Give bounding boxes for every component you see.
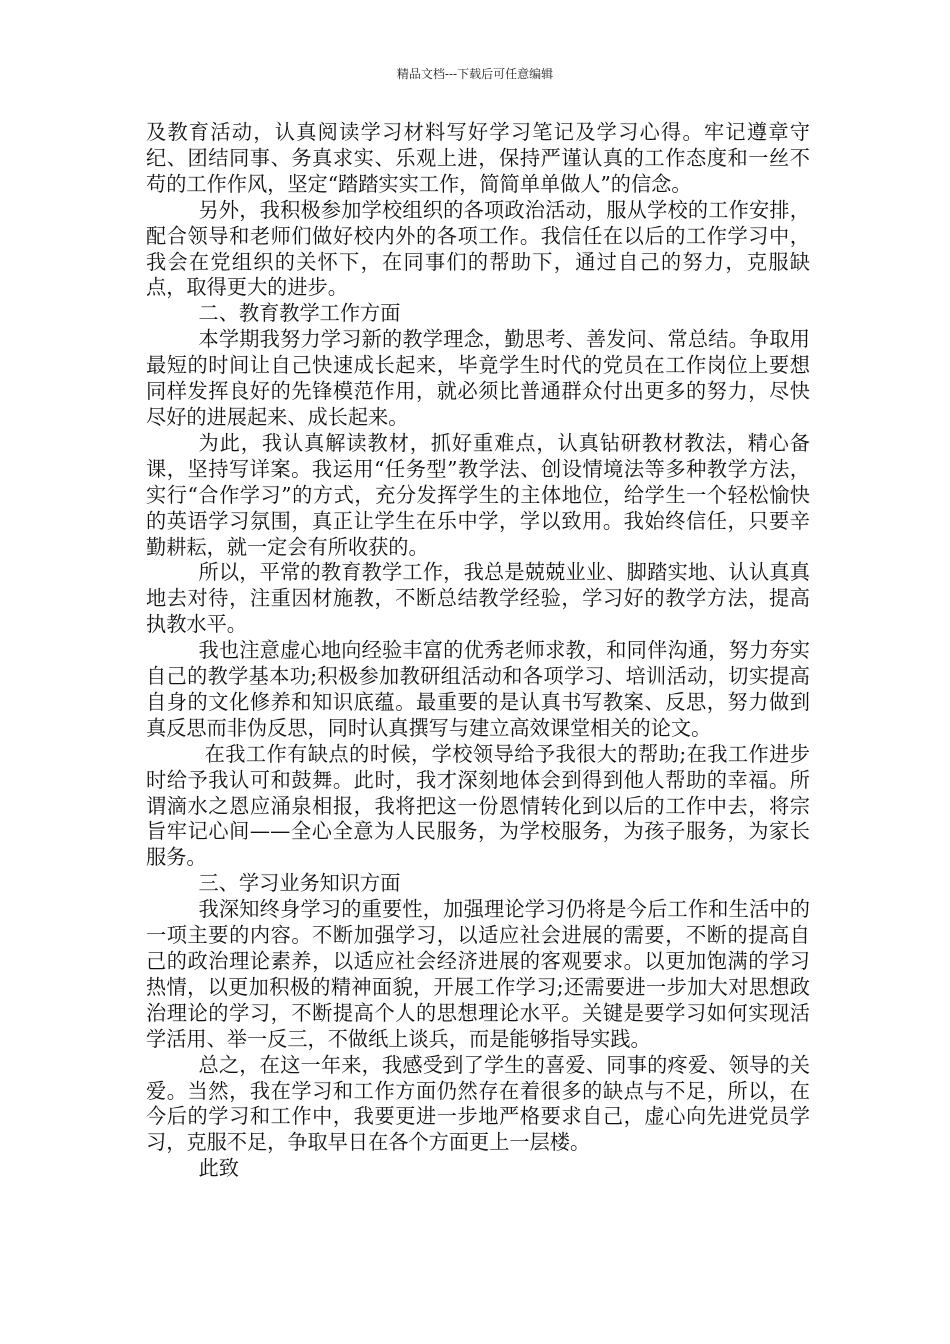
paragraph-3: 本学期我努力学习新的教学理念，勤思考、善发问、常总结。争取用最短的时间让自己快速成长起来，毕竟学生时代的党员在工作岗位上要想同样发挥良好的先锋模范作用，就必须比普通群众付出更多的努力，尽快尽好的进展起来、成长起来。 [146,327,810,429]
page-header: 精品文档---下载后可任意编辑 [396,67,554,81]
paragraph-1: 及教育活动，认真阅读学习材料写好学习笔记及学习心得。牢记遵章守纪、团结同事、务真求实、乐观上进，保持严谨认真的工作态度和一丝不苟的工作作风，坚定“踏踏实实工作，简简单单做人”的信念。 [146,120,810,196]
paragraph-4: 为此，我认真解读教材，抓好重难点，认真钻研教材教法，精心备课，坚持写详案。我运用“任务型”教学法、创设情境法等多种教学方法，实行“合作学习”的方式，充分发挥学生的主体地位，给学生一个轻松愉快的英语学习氛围，真正让学生在乐中学，学以致用。我始终信任，只要辛勤耕耘，就一定会有所收获的。 [146,430,810,559]
paragraph-9: 总之，在这一年来，我感受到了学生的喜爱、同事的疼爱、领导的关爱。当然，我在学习和工作方面仍然存在着很多的缺点与不足，所以，在今后的学习和工作中，我要更进一步地严格要求自己，虚心向先进党员学习，克服不足，争取早日在各个方面更上一层楼。 [146,1052,810,1155]
paragraph-7: 在我工作有缺点的时候，学校领导给予我很大的帮助;在我工作进步时给予我认可和鼓舞。此时，我才深刻地体会到得到他人帮助的幸福。所谓滴水之恩应涌泉相报，我将把这一份恩情转化到以后的工作中去，将宗旨牢记心间——全心全意为人民服务，为学校服务，为孩子服务，为家长服务。 [146,741,810,870]
section-heading-3: 三、学习业务知识方面 [198,871,401,896]
paragraph-5: 所以，平常的教育教学工作，我总是兢兢业业、脚踏实地、认认真真地去对待，注重因材施教，不断总结教学经验，学习好的教学方法，提高执教水平。 [146,560,810,637]
closing-salutation: 此致 [198,1156,239,1181]
section-heading-2: 二、教育教学工作方面 [198,301,401,326]
paragraph-6: 我也注意虚心地向经验丰富的优秀老师求教，和同伴沟通，努力夯实自己的教学基本功;积极参加教研组活动和各项学习、培训活动，切实提高自身的文化修养和知识底蕴。最重要的是认真书写教案、反思，努力做到真反思而非伪反思，同时认真撰写与建立高效课堂相关的论文。 [146,638,810,740]
document-body [146,120,810,1182]
paragraph-8: 我深知终身学习的重要性，加强理论学习仍将是今后工作和生活中的一项主要的内容。不断加强学习，以适应社会进展的需要，不断的提高自己的政治理论素养，以适应社会经济进展的客观要求。以更加饱满的学习热情，以更加积极的精神面貌，开展工作学习;还需要进一步加大对思想政治理论的学习，不断提高个人的思想理论水平。关键是要学习如何实现活学活用、举一反三，不做纸上谈兵，而是能够指导实践。 [146,897,810,1051]
paragraph-2: 另外，我积极参加学校组织的各项政治活动，服从学校的工作安排，配合领导和老师们做好校内外的各项工作。我信任在以后的工作学习中，我会在党组织的关怀下，在同事们的帮助下，通过自己的努力，克服缺点，取得更大的进步。 [146,197,810,300]
